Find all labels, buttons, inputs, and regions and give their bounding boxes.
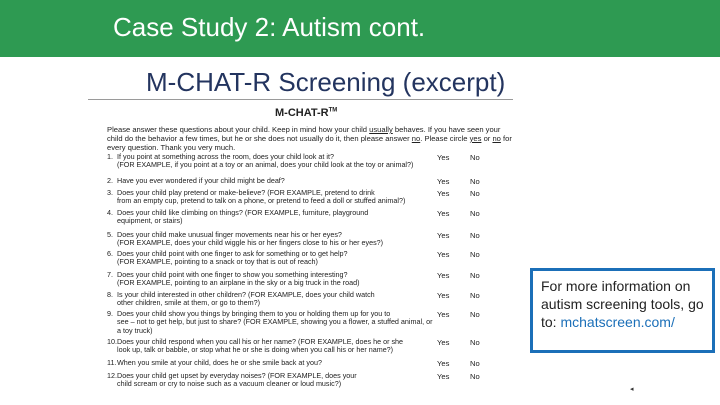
question-number: 10.: [107, 337, 117, 346]
question-item: [107, 153, 437, 170]
question-text: Does your child point with one finger to ask for something or to get help?: [117, 249, 348, 258]
question-text: Does your child show you things by bringing them to you or holding them up for you to: [117, 309, 391, 318]
question-number: 8.: [107, 290, 113, 299]
answer-yes: Yes: [437, 271, 450, 280]
answer-no: No: [470, 153, 480, 162]
document-title: M-CHAT-R™: [275, 107, 338, 119]
question-example: equipment, or stairs): [117, 216, 183, 226]
question-example: from an empty cup, pretend to talk on a phone, or pretend to feed a doll or stuffed animal?): [117, 196, 406, 206]
question-number: 9.: [107, 309, 113, 318]
answer-no: No: [470, 189, 480, 198]
slide-title: Case Study 2: Autism cont.: [113, 12, 426, 42]
question-example: (FOR EXAMPLE, does your child wiggle his or her fingers close to his or her eyes?): [117, 238, 384, 248]
question-example: (FOR EXAMPLE, if you point at a toy or an animal, does your child look at the toy or animal?): [117, 160, 414, 170]
answer-no: No: [470, 271, 480, 280]
answer-no: No: [470, 177, 480, 186]
answer-no: No: [470, 338, 480, 347]
question-number: 7.: [107, 270, 113, 279]
question-item: [107, 338, 437, 355]
page-mark: ◂: [630, 386, 634, 393]
answer-yes: Yes: [437, 310, 450, 319]
question-text: Does your child get upset by everyday noises? (FOR EXAMPLE, does your: [117, 371, 357, 380]
answer-yes: Yes: [437, 231, 450, 240]
answer-no: No: [470, 291, 480, 300]
question-text: If you point at something across the room, does your child look at it?: [117, 152, 334, 161]
answer-yes: Yes: [437, 209, 450, 218]
divider: [88, 99, 513, 100]
question-example: other children, smile at them, or go to them?): [117, 298, 261, 308]
question-number: 1.: [107, 152, 113, 161]
mchat-document-image: [100, 104, 520, 405]
answer-yes: Yes: [437, 177, 450, 186]
question-item: [107, 189, 437, 206]
question-number: 3.: [107, 188, 113, 197]
answer-no: No: [470, 359, 480, 368]
info-box: [530, 268, 715, 353]
question-item: [107, 359, 437, 367]
question-text: When you smile at your child, does he or she smile back at you?: [117, 358, 322, 367]
info-text: For more information on autism screening tools, go to:: [541, 278, 704, 330]
question-number: 6.: [107, 249, 113, 258]
answer-yes: Yes: [437, 189, 450, 198]
question-example: see – not to get help, but just to share? (FOR EXAMPLE, showing you a flower, a stuffed animal, or a toy truck): [117, 317, 433, 335]
question-text: Is your child interested in other children? (FOR EXAMPLE, does your child watch: [117, 290, 375, 299]
question-text: Does your child like climbing on things? (FOR EXAMPLE, furniture, playground: [117, 208, 369, 217]
answer-no: No: [470, 231, 480, 240]
question-number: 5.: [107, 230, 113, 239]
question-item: [107, 231, 437, 248]
question-number: 12.: [107, 371, 117, 380]
question-text: Does your child play pretend or make-believe? (FOR EXAMPLE, pretend to drink: [117, 188, 375, 197]
question-text: Does your child point with one finger to show you something interesting?: [117, 270, 348, 279]
question-item: [107, 250, 437, 267]
answer-yes: Yes: [437, 338, 450, 347]
header-bar: [0, 0, 720, 57]
question-item: [107, 209, 437, 226]
answer-no: No: [470, 250, 480, 259]
answer-yes: Yes: [437, 250, 450, 259]
answer-no: No: [470, 209, 480, 218]
mchat-link[interactable]: mchatscreen.com/: [560, 314, 675, 330]
question-text: Does your child respond when you call his or her name? (FOR EXAMPLE, does he or she: [117, 337, 404, 346]
answer-yes: Yes: [437, 359, 450, 368]
question-item: [107, 271, 437, 288]
question-number: 11.: [107, 358, 117, 367]
answer-yes: Yes: [437, 291, 450, 300]
answer-no: No: [470, 372, 480, 381]
question-item: [107, 177, 437, 185]
question-number: 2.: [107, 176, 113, 185]
question-number: 4.: [107, 208, 113, 217]
answer-no: No: [470, 310, 480, 319]
question-example: look up, talk or babble, or stop what he or she is doing when you call his or her name?): [117, 345, 394, 355]
question-example: (FOR EXAMPLE, pointing to a snack or toy that is out of reach): [117, 257, 318, 267]
document-intro: Please answer these questions about your child. Keep in mind how your child usually behaves. If you have seen your child do the behavior a few times, but he or she does not usually do it, then please answer no. Please circle yes or no for every question. Thank you very much.: [107, 125, 512, 152]
question-item: [107, 291, 437, 308]
slide-subtitle: M-CHAT-R Screening (excerpt): [146, 67, 506, 97]
question-text: Does your child make unusual finger movements near his or her eyes?: [117, 230, 342, 239]
question-example: (FOR EXAMPLE, pointing to an airplane in the sky or a big truck in the road): [117, 278, 360, 288]
question-item: [107, 310, 437, 335]
question-example: child scream or cry to noise such as a vacuum cleaner or loud music?): [117, 379, 342, 389]
answer-yes: Yes: [437, 372, 450, 381]
answer-yes: Yes: [437, 153, 450, 162]
question-text: Have you ever wondered if your child might be deaf?: [117, 176, 285, 185]
question-item: [107, 372, 437, 389]
